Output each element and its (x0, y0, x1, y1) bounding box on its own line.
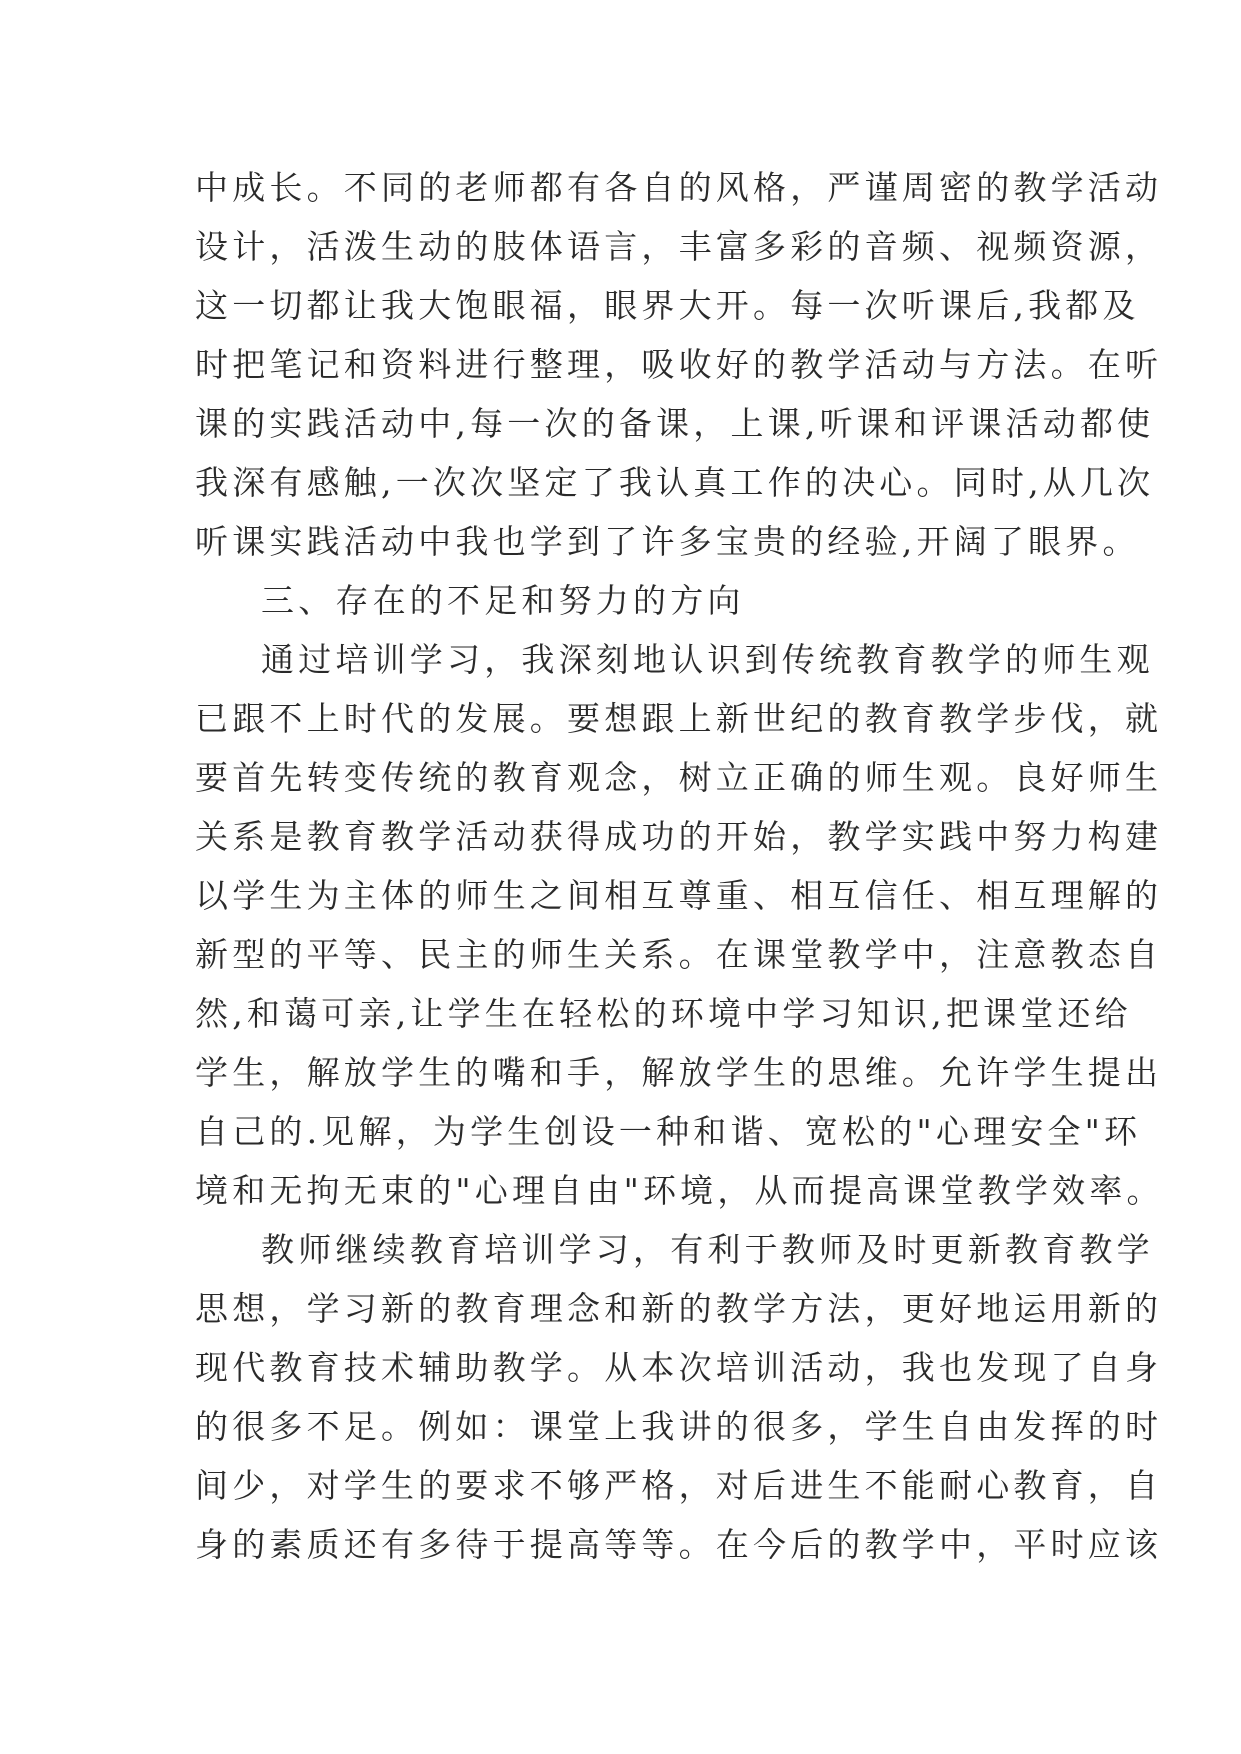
text-line: 新型的平等、民主的师生关系。在课堂教学中，注意教态自 (195, 935, 1163, 974)
text-line: 我深有感触,一次次坚定了我认真工作的决心。同时,从几次 (195, 463, 1155, 502)
text-line: 思想，学习新的教育理念和新的教学方法，更好地运用新的 (195, 1289, 1163, 1328)
text-line: 然,和蔼可亲,让学生在轻松的环境中学习知识,把课堂还给 (195, 994, 1132, 1033)
text-line: 设计，活泼生动的肢体语言，丰富多彩的音频、视频资源， (195, 227, 1163, 266)
text-line: 这一切都让我大饱眼福，眼界大开。每一次听课后,我都及 (195, 286, 1140, 325)
text-line: 要首先转变传统的教育观念，树立正确的师生观。良好师生 (195, 758, 1163, 797)
text-line: 通过培训学习，我深刻地认识到传统教育教学的师生观 (261, 640, 1154, 679)
text-line: 的很多不足。例如：课堂上我讲的很多，学生自由发挥的时 (195, 1407, 1163, 1446)
text-line: 中成长。不同的老师都有各自的风格，严谨周密的教学活动 (195, 168, 1163, 207)
text-line: 课的实践活动中,每一次的备课，上课,听课和评课活动都使 (195, 404, 1155, 443)
text-line: 教师继续教育培训学习，有利于教师及时更新教育教学 (261, 1230, 1154, 1269)
document-body (195, 158, 1164, 1574)
text-line: 听课实践活动中我也学到了许多宝贵的经验,开阔了眼界。 (195, 522, 1140, 561)
text-line: 间少，对学生的要求不够严格，对后进生不能耐心教育，自 (195, 1466, 1163, 1505)
text-line: 以学生为主体的师生之间相互尊重、相互信任、相互理解的 (195, 876, 1163, 915)
text-line: 身的素质还有多待于提高等等。在今后的教学中，平时应该 (195, 1525, 1163, 1564)
text-line: 关系是教育教学活动获得成功的开始，教学实践中努力构建 (195, 817, 1163, 856)
text-line: 已跟不上时代的发展。要想跟上新世纪的教育教学步伐，就 (195, 699, 1163, 738)
text-line: 自己的.见解，为学生创设一种和谐、宽松的"心理安全"环 (195, 1112, 1142, 1151)
text-line: 三、存在的不足和努力的方向 (261, 581, 745, 620)
text-line: 学生，解放学生的嘴和手，解放学生的思维。允许学生提出 (195, 1053, 1163, 1092)
text-line: 现代教育技术辅助教学。从本次培训活动，我也发现了自身 (195, 1348, 1163, 1387)
text-line: 时把笔记和资料进行整理，吸收好的教学活动与方法。在听 (195, 345, 1163, 384)
text-line: 境和无拘无束的"心理自由"环境，从而提高课堂教学效率。 (195, 1171, 1164, 1210)
